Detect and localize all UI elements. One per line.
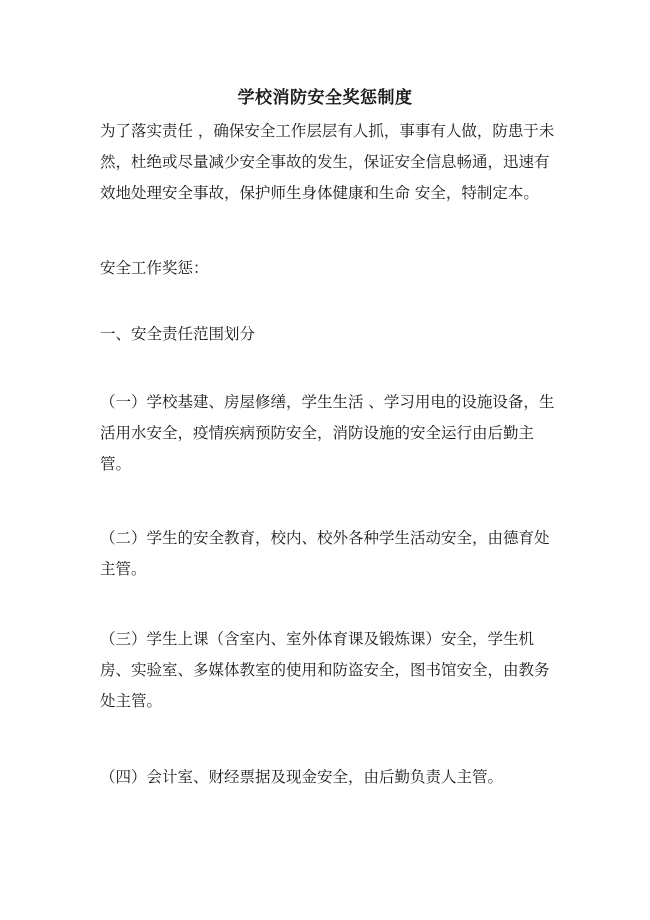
list-item-1: （一）学校基建、房屋修缮，学生生活 、学习用电的设施设备，生活用水安全，疫情疾病预防安全，消防设施的安全运行由后勤主管。: [100, 393, 555, 473]
rewards-heading: 安全工作奖惩：: [100, 259, 209, 277]
list-item-4: （四）会计室、财经票据及现金安全，由后勤负责人主管。: [100, 768, 504, 786]
list-item-3: （三）学生上课（含室内、室外体育课及锻炼课）安全，学生机房、实验室、多媒体教室的使用和防盗安全，图书馆安全，由教务处主管。: [100, 630, 550, 710]
section-heading-responsibility: 一、安全责任范围划分: [100, 325, 256, 343]
intro-paragraph: 为了落实责任 ，确保安全工作层层有人抓，事事有人做，防患于未然，杜绝或尽量减少安全事故的发生，保证安全信息畅通，迅速有效地处理安全事故，保护师生身体健康和生命 安全，特制定本。: [100, 122, 555, 202]
document-title: 学校消防安全奖惩制度: [237, 88, 413, 108]
list-item-2: （二）学生的安全教育，校内、校外各种学生活动安全，由德育处主管。: [100, 529, 550, 578]
